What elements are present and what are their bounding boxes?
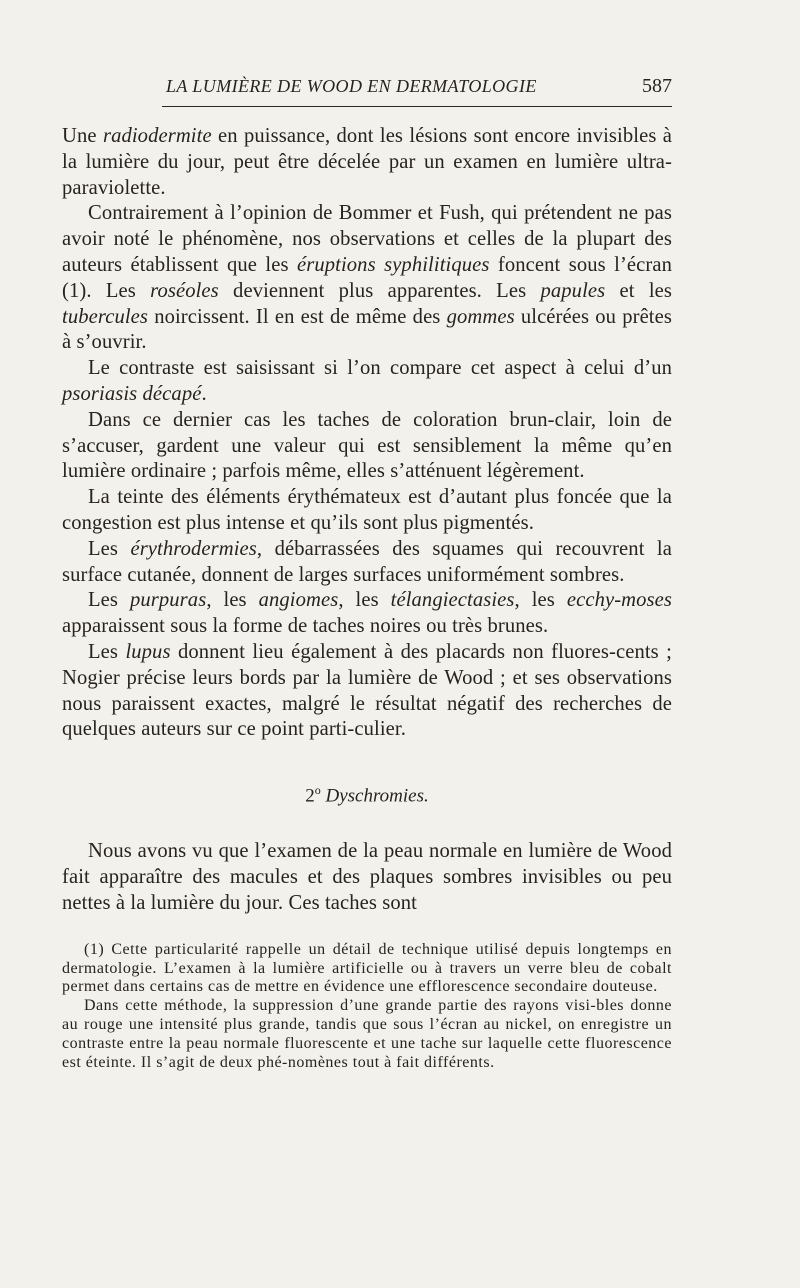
page-header bbox=[62, 70, 672, 98]
text-run: deviennent plus apparentes. Les bbox=[218, 279, 541, 302]
text-run: Les bbox=[88, 640, 126, 663]
section-number: 2 bbox=[305, 785, 315, 807]
paragraph bbox=[62, 408, 672, 485]
italic-term: gommes bbox=[446, 305, 515, 328]
paragraph bbox=[62, 201, 672, 356]
italic-term: psoriasis décapé bbox=[62, 382, 202, 405]
paragraph bbox=[62, 839, 672, 916]
italic-term: télangiectasies bbox=[390, 589, 515, 612]
italic-term: roséoles bbox=[150, 279, 219, 302]
paragraph bbox=[62, 640, 672, 743]
text-run: . bbox=[201, 382, 207, 405]
body-text bbox=[62, 124, 672, 1072]
text-run: Dans ce dernier cas les taches de coloration brun-clair, loin de s’accuser, gardent une valeur qui est sensiblement la même qu’en lumière ordinaire ; parfois même, elles s’atténuent légèrement. bbox=[62, 408, 672, 483]
section-degree: o bbox=[314, 783, 321, 798]
page-number: 587 bbox=[642, 75, 672, 97]
text-run: Le contraste est saisissant si l’on compare cet aspect à celui d’un bbox=[88, 357, 672, 380]
italic-term: ecchy-moses bbox=[566, 589, 672, 612]
footnote bbox=[62, 997, 672, 1072]
italic-term: éruptions syphilitiques bbox=[296, 253, 490, 276]
paragraph bbox=[62, 588, 672, 640]
text-run: Nous avons vu que l’examen de la peau normale en lumière de Wood fait apparaître des macules et des plaques sombres invisibles ou peu nettes à la lumière du jour. Ces taches sont bbox=[62, 840, 672, 915]
text-run: et les bbox=[605, 279, 672, 302]
text-run: foncent sous l’écran (1). Les bbox=[62, 253, 672, 302]
text-run: Les bbox=[88, 589, 130, 612]
italic-term: lupus bbox=[125, 640, 171, 663]
italic-term: radiodermite bbox=[102, 125, 212, 147]
text-run: , débarrassées des squames qui recouvrent la surface cutanée, donnent de larges surfaces uniformément sombres. bbox=[62, 537, 672, 586]
text-run: La teinte des éléments érythémateux est d’autant plus foncée que la congestion est plus intense et qu’ils sont plus pigmentés. bbox=[62, 486, 672, 534]
text-run: Contrairement à l’opinion de Bommer et Fush, qui prétendent ne pas avoir noté le phénomène, nos observations et celles de la plupart des auteurs établissent que les bbox=[62, 202, 672, 276]
section-title: Dyschromies. bbox=[325, 785, 429, 807]
text-run: noircissent. Il en est de même des bbox=[148, 305, 447, 328]
footnotes bbox=[62, 941, 672, 1073]
text-run: , les bbox=[206, 589, 259, 612]
running-title: LA LUMIÈRE DE WOOD EN DERMATOLOGIE bbox=[166, 76, 537, 96]
text-run: ulcérées ou prêtes à s’ouvrir. bbox=[62, 305, 672, 354]
book-page bbox=[62, 70, 673, 1071]
header-rule bbox=[162, 106, 672, 107]
text-run: Une bbox=[62, 125, 103, 147]
italic-term: tubercules bbox=[62, 305, 149, 328]
italic-term: purpuras bbox=[129, 589, 207, 612]
paragraph bbox=[62, 485, 672, 537]
text-run: Dans cette méthode, la suppression d’une grande partie des rayons visi-bles donne au rouge une intensité plus grande, tandis que sous l’écran au nickel, on enregistre un contraste entre la peau normale fluorescente et une tache sur laquelle cette fluorescence est éteinte. Il s’agit de deux phé-nomènes tout à fait différents. bbox=[62, 997, 672, 1071]
paragraph bbox=[62, 124, 672, 201]
italic-term: érythrodermies bbox=[130, 537, 257, 560]
paragraph bbox=[62, 356, 672, 408]
text-run: Les bbox=[88, 537, 131, 560]
italic-term: angiomes bbox=[258, 589, 339, 612]
footnote bbox=[62, 941, 672, 997]
italic-term: papules bbox=[540, 279, 606, 302]
text-run: donnent lieu également à des placards non fluores-cents ; Nogier précise leurs bords par la lumière de Wood ; et ses observations nous paraissent exactes, malgré le résultat négatif des recherches de quelques auteurs sur ce point parti-culier. bbox=[62, 640, 672, 741]
text-run: en puissance, dont les lésions sont encore invisibles à la lumière du jour, peut être décelée par un examen en lumière ultra-paraviolette. bbox=[62, 125, 673, 199]
text-run: (1) Cette particularité rappelle un détail de technique utilisé depuis longtemps en dermatologie. L’examen à la lumière artificielle ou à travers un verre bleu de cobalt permet dans certains cas de mettre en évidence une efflorescence secondaire douteuse. bbox=[62, 940, 672, 996]
text-run: apparaissent sous la forme de taches noires ou très brunes. bbox=[62, 615, 549, 638]
section-heading bbox=[62, 777, 672, 809]
paragraph bbox=[62, 537, 672, 589]
text-run: , les bbox=[514, 589, 567, 612]
text-run: , les bbox=[338, 589, 391, 612]
